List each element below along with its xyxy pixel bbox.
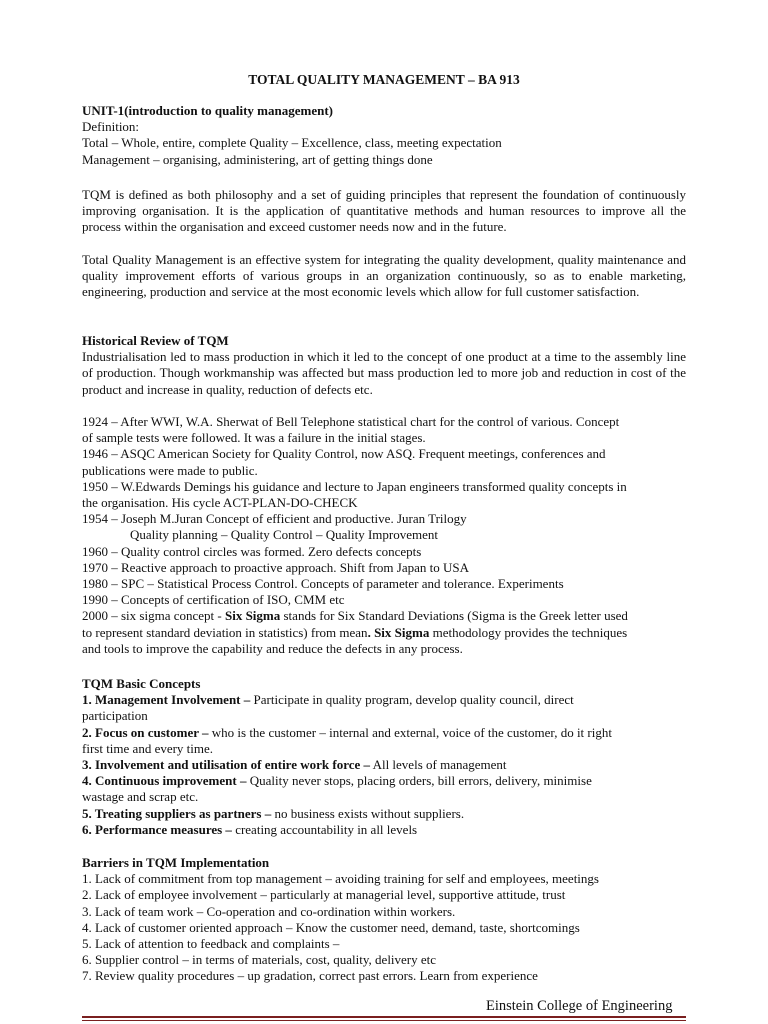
tqm-system-paragraph: Total Quality Management is an effective system for integrating the quality development, quality maintenance and quality improvement efforts of various groups in an organization continuously, so as to enable marketing, engineering, production and service at the most economic levels which allow for full customer satisfaction. xyxy=(82,252,686,300)
unit-heading: UNIT-1(introduction to quality management) xyxy=(82,103,333,118)
timeline-item: 1954 – Joseph M.Juran Concept of efficient and productive. Juran Trilogy xyxy=(82,511,467,527)
timeline-item: 1980 – SPC – Statistical Process Control. Concepts of parameter and tolerance. Experiments xyxy=(82,576,564,592)
concept-text: no business exists without suppliers. xyxy=(271,805,465,821)
concept-item xyxy=(82,692,686,708)
barriers-section xyxy=(82,855,686,985)
six-sigma-term: . Six Sigma xyxy=(367,624,430,640)
timeline-item: 1990 – Concepts of certification of ISO, CMM etc xyxy=(82,592,345,608)
timeline-item: 1960 – Quality control circles was formed. Zero defects concepts xyxy=(82,543,422,559)
concepts-heading: TQM Basic Concepts xyxy=(82,676,201,691)
definition-label: Definition: xyxy=(82,119,140,135)
concept-item-cont: participation xyxy=(82,708,148,724)
concept-text: who is the customer – internal and external, voice of the customer, do it right xyxy=(208,724,612,740)
unit-section xyxy=(82,103,686,168)
concept-item-cont: wastage and scrap etc. xyxy=(82,789,199,805)
concept-text: Quality never stops, placing orders, bill errors, delivery, minimise xyxy=(246,773,592,789)
footer-college-name: Einstein College of Engineering xyxy=(486,998,673,1014)
barriers-heading: Barriers in TQM Implementation xyxy=(82,855,270,870)
tqm-definition-paragraph: TQM is defined as both philosophy and a set of guiding principles that represent the foundation of continuously improving organisation. It is the application of quantitative methods and human resources to improve all the process within the organisation and exceed customer needs now and in the future. xyxy=(82,187,686,235)
barrier-item: 2. Lack of employee involvement – particularly at managerial level, supportive attitude, trust xyxy=(82,887,566,903)
concept-item-cont: first time and every time. xyxy=(82,740,214,756)
concept-label: 4. Continuous improvement – xyxy=(82,773,247,789)
concept-label: 1. Management Involvement – xyxy=(82,692,251,708)
timeline-text: stands for Six Standard Deviations (Sigma is the Greek letter used xyxy=(280,608,628,624)
concept-item xyxy=(82,725,686,741)
history-section xyxy=(82,333,686,398)
document-title: TOTAL QUALITY MANAGEMENT – BA 913 xyxy=(248,72,520,87)
concept-label: 6. Performance measures – xyxy=(82,821,232,837)
concept-label: 5. Treating suppliers as partners – xyxy=(82,805,272,821)
timeline-item: publications were made to public. xyxy=(82,462,258,478)
timeline-text: 2000 – six sigma concept - xyxy=(82,608,225,624)
history-intro: Industrialisation led to mass production in which it led to the concept of one product at a time to the assembly line of production. Though workmanship was affected but mass production led to more job and reduction in cost of the product and increase in quality, reduction of defects etc. xyxy=(82,349,686,397)
footer-rule xyxy=(82,1016,686,1018)
concept-label: 3. Involvement and utilisation of entire work force – xyxy=(82,757,371,773)
barrier-item: 3. Lack of team work – Co-operation and co-ordination within workers. xyxy=(82,903,456,919)
timeline-item: Quality planning – Quality Control – Quality Improvement xyxy=(130,527,438,543)
concepts-section xyxy=(82,676,686,838)
barrier-item: 7. Review quality procedures – up gradation, correct past errors. Learn from experience xyxy=(82,968,538,984)
timeline-item: 1924 – After WWI, W.A. Sherwat of Bell Telephone statistical chart for the control of various. Concept xyxy=(82,414,620,429)
timeline-item: 1946 – ASQC American Society for Quality Control, now ASQ. Frequent meetings, conferences and xyxy=(82,446,606,462)
concept-item xyxy=(82,757,686,773)
history-heading: Historical Review of TQM xyxy=(82,333,229,348)
concept-item xyxy=(82,773,686,789)
timeline-item: the organisation. His cycle ACT-PLAN-DO-CHECK xyxy=(82,495,358,511)
management-definition: Management – organising, administering, art of getting things done xyxy=(82,151,433,167)
timeline-item-six-sigma xyxy=(82,625,686,641)
timeline xyxy=(82,414,686,657)
concept-item xyxy=(82,806,686,822)
six-sigma-term: Six Sigma xyxy=(224,608,281,624)
concept-text: creating accountability in all levels xyxy=(231,821,418,837)
total-definition: Total – Whole, entire, complete Quality – Excellence, class, meeting expectation xyxy=(82,135,502,151)
timeline-item: and tools to improve the capability and reduce the defects in any process. xyxy=(82,640,463,656)
concept-item xyxy=(82,822,686,838)
barrier-item: 5. Lack of attention to feedback and complaints – xyxy=(82,936,340,952)
concept-label: 2. Focus on customer – xyxy=(82,724,209,740)
barrier-item: 4. Lack of customer oriented approach – Know the customer need, demand, taste, shortcomings xyxy=(82,919,580,935)
barrier-item: 6. Supplier control – in terms of materials, cost, quality, delivery etc xyxy=(82,952,437,968)
concept-text: Participate in quality program, develop quality council, direct xyxy=(250,692,574,708)
timeline-text: to represent standard deviation in statistics) from mean xyxy=(82,624,368,640)
timeline-item: 1950 – W.Edwards Demings his guidance and lecture to Japan engineers transformed quality concepts in xyxy=(82,478,627,494)
timeline-item: 1970 – Reactive approach to proactive approach. Shift from Japan to USA xyxy=(82,559,469,575)
footer-rule-thin xyxy=(82,1020,686,1021)
timeline-text: methodology provides the techniques xyxy=(429,624,628,640)
concept-text: All levels of management xyxy=(370,757,507,773)
barrier-item: 1. Lack of commitment from top management – avoiding training for self and employees, meetings xyxy=(82,871,599,887)
timeline-item-six-sigma xyxy=(82,608,686,624)
timeline-item: of sample tests were followed. It was a failure in the initial stages. xyxy=(82,430,426,446)
